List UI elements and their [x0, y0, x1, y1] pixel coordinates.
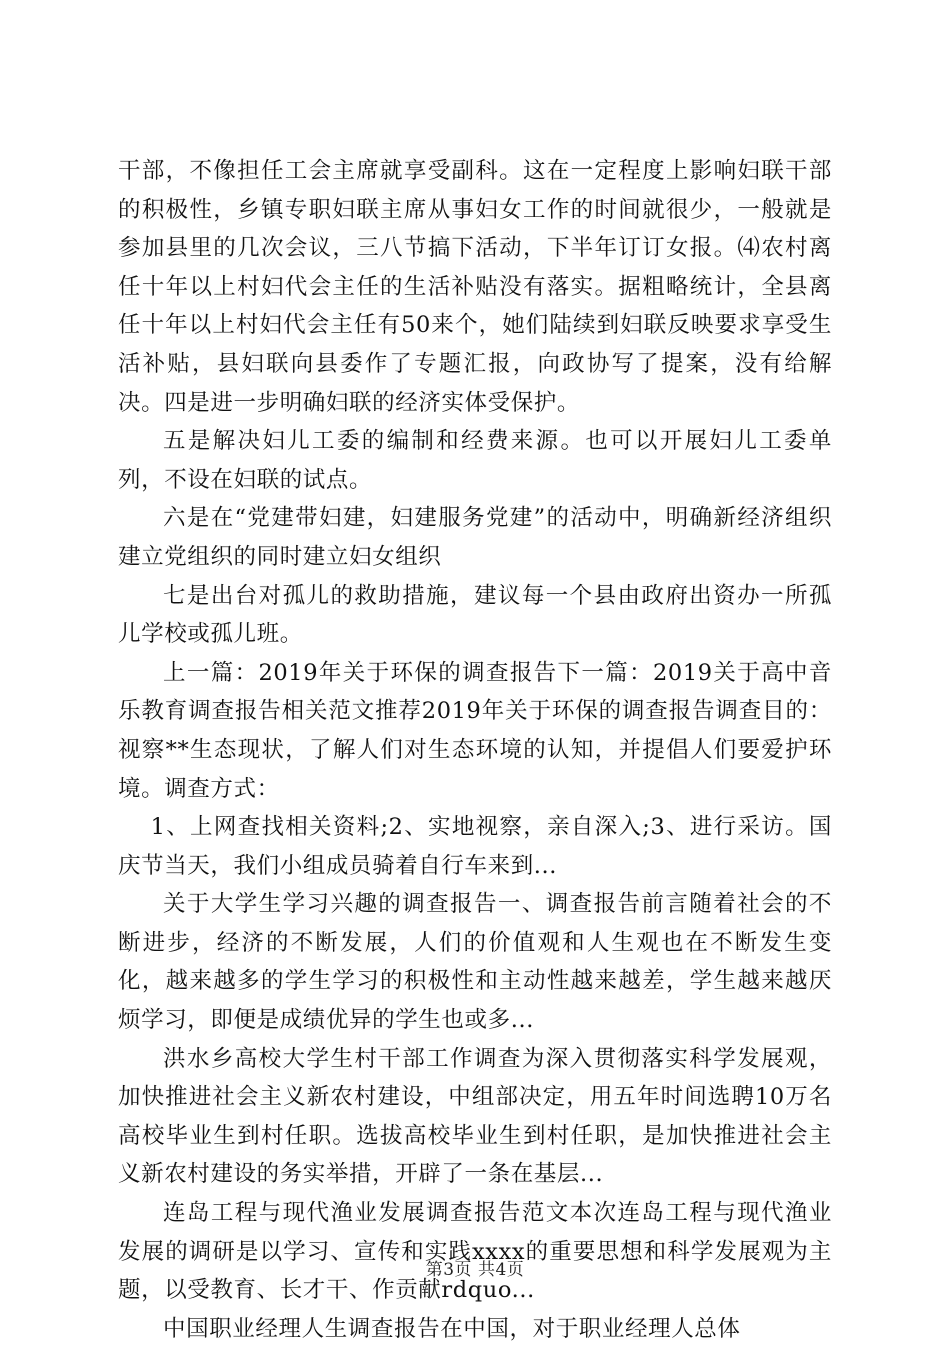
page-footer	[0, 1255, 950, 1280]
paragraph-item-five: 五是解决妇儿工委的编制和经费来源。也可以开展妇儿工委单列，不设在妇联的试点。	[118, 428, 832, 493]
document-body	[118, 152, 832, 1348]
paragraph-item-seven: 七是出台对孤儿的救助措施，建议每一个县由政府出资办一所孤儿学校或孤儿班。	[118, 582, 832, 648]
paragraph-related-study-interest: 关于大学生学习兴趣的调查报告一、调查报告前言随着社会的不断进步，经济的不断发展，人们的价值观和人生观也在不断发生变化，越来越多的学生学习的积极性和主动性越来越差，学生越来越厌烦学习，即便是成绩优异的学生也或多...	[118, 891, 832, 1034]
paragraph-related-managers: 中国职业经理人生调查报告在中国，对于职业经理人总体	[163, 1315, 741, 1342]
paragraph-survey-methods: 1、上网查找相关资料;2、实地视察，亲自深入;3、进行采访。国庆节当天，我们小组成员骑着自行车来到...	[118, 814, 832, 879]
page-number: 第3页 共4页	[425, 1260, 525, 1280]
paragraph-related-island-fishery: 连岛工程与现代渔业发展调查报告范文本次连岛工程与现代渔业发展的调研是以学习、宣传和实践xxxx的重要思想和科学发展观为主题，以受教育、长才干、作贡献rdquo...	[118, 1200, 832, 1304]
paragraph-continuation: 干部，不像担任工会主席就享受副科。这在一定程度上影响妇联干部的积极性，乡镇专职妇联主席从事妇女工作的时间就很少，一般就是参加县里的几次会议，三八节搞下活动，下半年订订女报。⑷农村离任十年以上村妇代会主任的生活补贴没有落实。据粗略统计，全县离任十年以上村妇代会主任有50来个，她们陆续到妇联反映要求享受生活补贴，县妇联向县委作了专题汇报，向政协写了提案，没有给解决。四是进一步明确妇联的经济实体受保护。	[118, 158, 832, 416]
paragraph-related-articles: 上一篇：2019年关于环保的调查报告下一篇：2019关于高中音乐教育调查报告相关范文推荐2019年关于环保的调查报告调查目的：视察**生态现状，了解人们对生态环境的认知，并提倡人们要爱护环境。调查方式：	[118, 659, 832, 802]
paragraph-related-village-cadre: 洪水乡高校大学生村干部工作调查为深入贯彻落实科学发展观，加快推进社会主义新农村建设，中组部决定，用五年时间选聘10万名高校毕业生到村任职。选拔高校毕业生到村任职，是加快推进社会主义新农村建设的务实举措，开辟了一条在基层...	[118, 1045, 832, 1188]
paragraph-item-six: 六是在“党建带妇建，妇建服务党建”的活动中，明确新经济组织建立党组织的同时建立妇女组织	[118, 505, 832, 570]
